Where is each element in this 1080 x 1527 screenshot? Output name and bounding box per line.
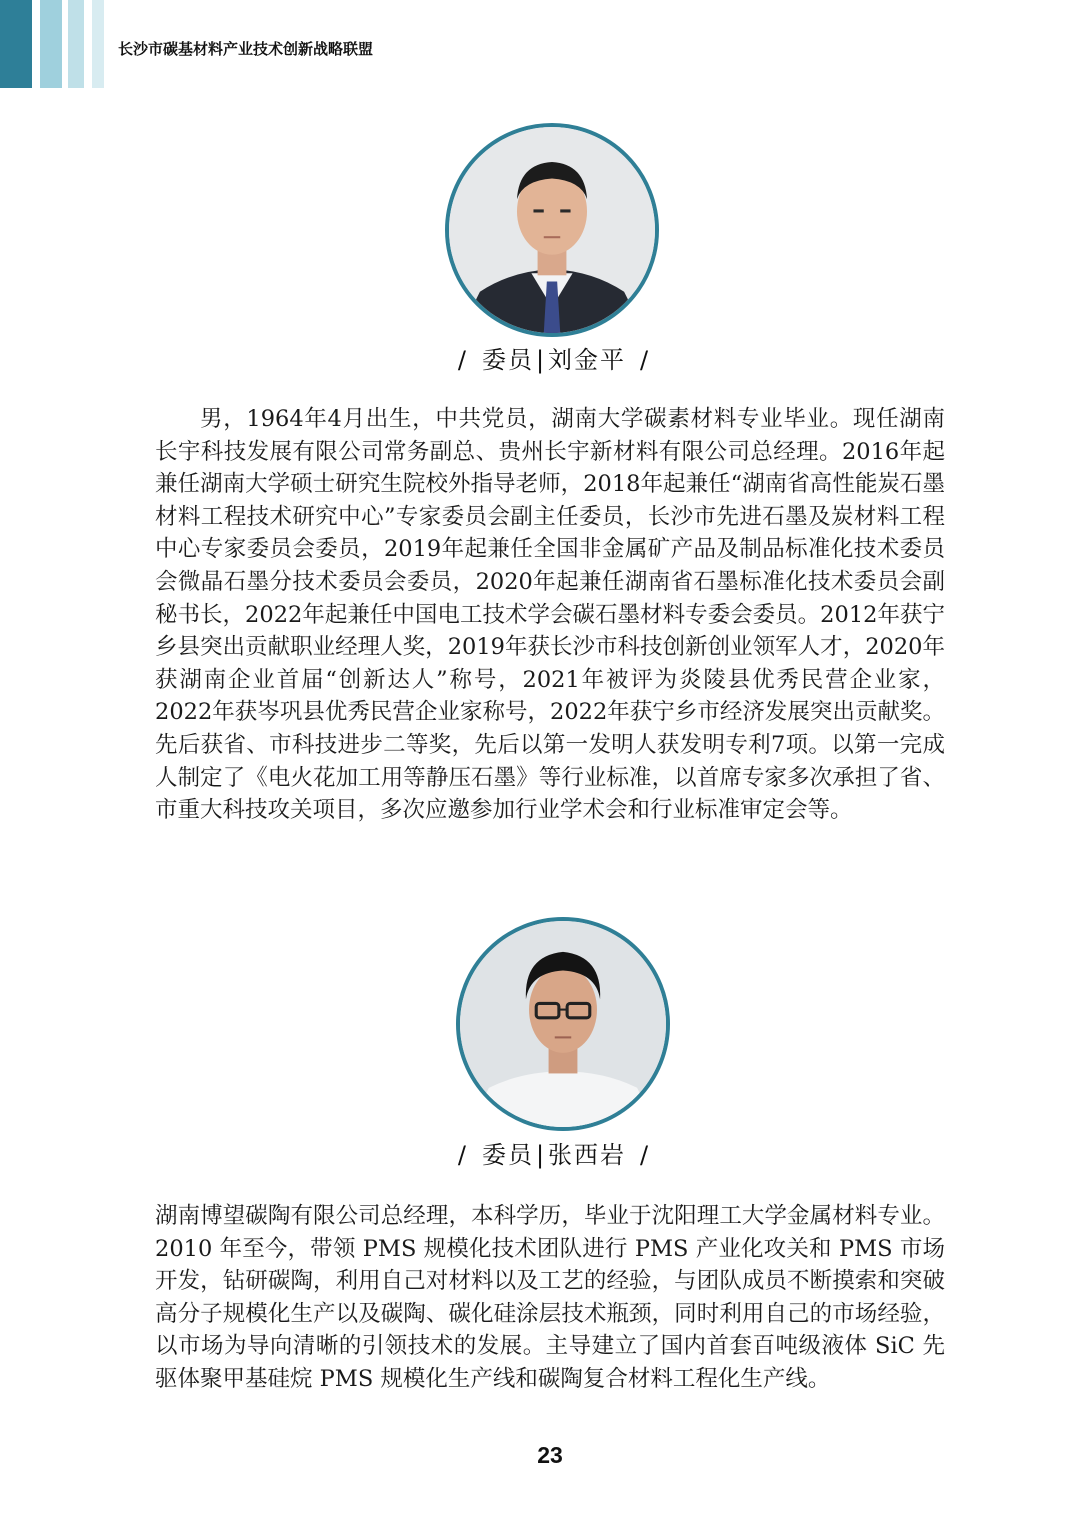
member-role: 委员 bbox=[481, 346, 534, 374]
member-name: 张西岩 bbox=[548, 1141, 627, 1169]
header-bar bbox=[68, 0, 84, 88]
member-bio-2: 湖南博望碳陶有限公司总经理，本科学历，毕业于沈阳理工大学金属材料专业。2010 年至今，带领 PMS 规模化技术团队进行 PMS 产业化攻关和 PMS 市场开发，钻研碳陶，利用自己对材料以及工艺的经验，与团队成员不断摸索和突破高分子规模化生产以及碳陶、碳化硅涂层技术瓶颈，同时利用自己的市场经验，以市场为导向清晰的引领技术的发展。主导建立了国内首套百吨级液体 SiC 先驱体聚甲基硅烷 PMS 规模化生产线和碳陶复合材料工程化生产线。 bbox=[155, 1203, 945, 1392]
member-caption-2: / 委员|张西岩 / bbox=[457, 1141, 651, 1169]
member-role: 委员 bbox=[481, 1141, 534, 1169]
portrait-illustration bbox=[460, 921, 666, 1127]
header-bar bbox=[92, 0, 104, 88]
org-title: 长沙市碳基材料产业技术创新战略联盟 bbox=[118, 40, 374, 58]
header-decoration bbox=[0, 0, 120, 88]
member-photo-2 bbox=[456, 917, 670, 1131]
member-photo-1 bbox=[445, 123, 659, 337]
page-number: 23 bbox=[537, 1442, 563, 1468]
header-bar bbox=[0, 0, 32, 88]
portrait-illustration bbox=[449, 127, 655, 333]
member-caption-1: / 委员|刘金平 / bbox=[457, 346, 651, 374]
member-bio-1: 男，1964年4月出生，中共党员，湖南大学碳素材料专业毕业。现任湖南长宇科技发展有限公司常务副总、贵州长宇新材料有限公司总经理。2016年起兼任湖南大学硕士研究生院校外指导老师，2018年起兼任“湖南省高性能炭石墨材料工程技术研究中心”专家委员会副主任委员，长沙市先进石墨及炭材料工程中心专家委员会委员，2019年起兼任全国非金属矿产品及制品标准化技术委员会微晶石墨分技术委员会委员，2020年起兼任湖南省石墨标准化技术委员会副秘书长，2022年起兼任中国电工技术学会碳石墨材料专委会委员。2012年获宁乡县突出贡献职业经理人奖，2019年获长沙市科技创新创业领军人才，2020年获湖南企业首届“创新达人”称号，2021年被评为炎陵县优秀民营企业家，2022年获岑巩县优秀民营企业家称号，2022年获宁乡市经济发展突出贡献奖。先后获省、市科技进步二等奖，先后以第一发明人获发明专利7项。以第一完成人制定了《电火花加工用等静压石墨》等行业标准，以首席专家多次承担了省、市重大科技攻关项目，多次应邀参加行业学术会和行业标准审定会等。 bbox=[155, 406, 945, 824]
member-name: 刘金平 bbox=[548, 346, 627, 374]
header-bar bbox=[40, 0, 62, 88]
